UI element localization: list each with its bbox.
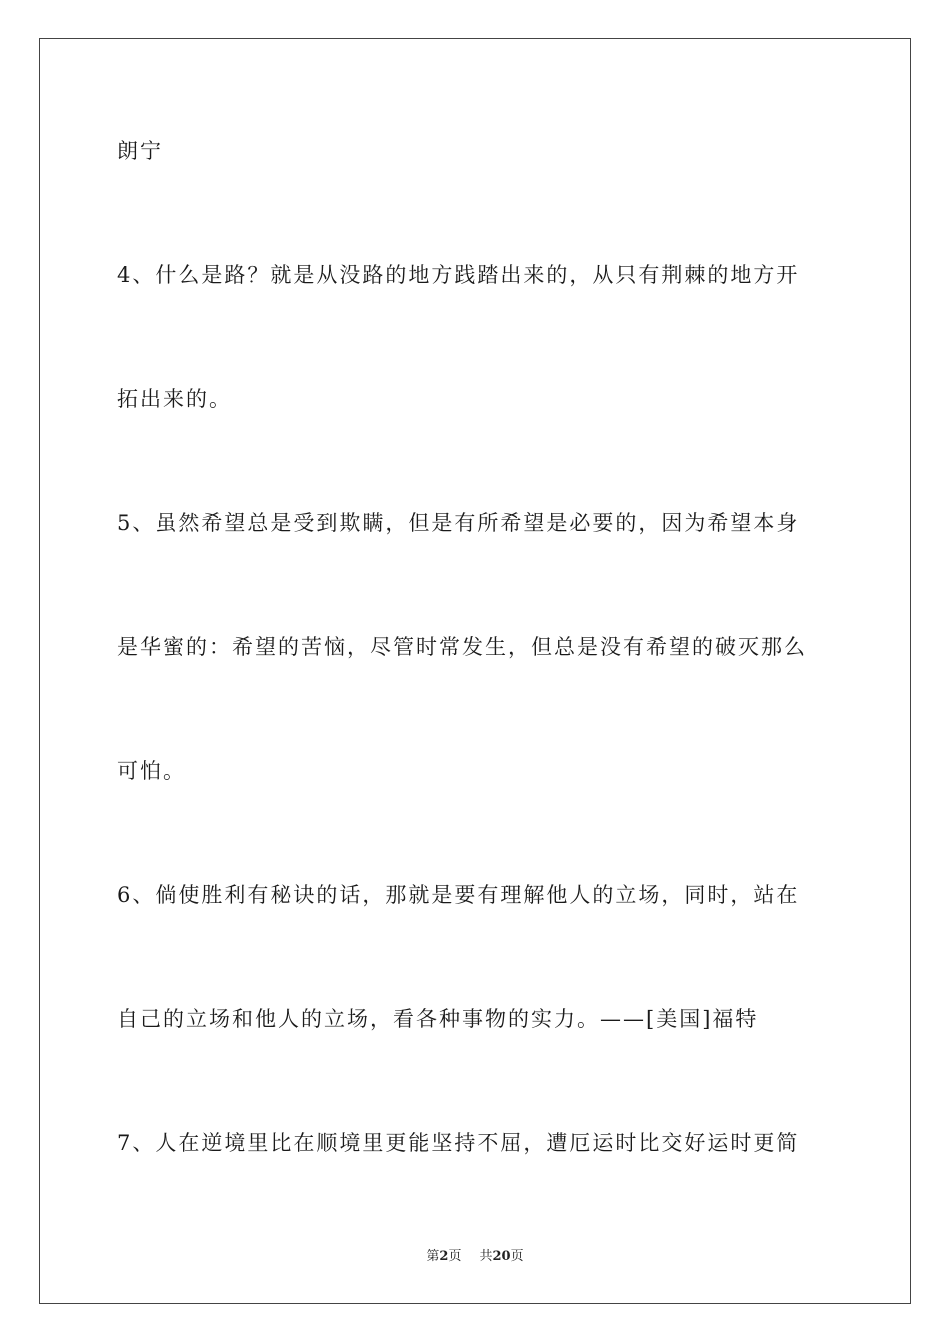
- page-number: 2: [439, 1249, 449, 1264]
- total-prefix: 共: [479, 1249, 493, 1264]
- text-line: 7、人在逆境里比在顺境里更能坚持不屈，遭厄运时比交好运时更简: [117, 1131, 800, 1155]
- text-line: 4、什么是路？就是从没路的地方践踏出来的，从只有荆棘的地方开: [117, 263, 800, 287]
- text-line: 5、虽然希望总是受到欺瞒，但是有所希望是必要的，因为希望本身: [117, 511, 800, 535]
- text-line: 拓出来的。: [117, 387, 232, 411]
- text-line: 自己的立场和他人的立场，看各种事物的实力。——[美国]福特: [117, 1007, 759, 1031]
- text-line: 是华蜜的：希望的苦恼，尽管时常发生，但总是没有希望的破灭那么: [117, 635, 807, 659]
- page-border: [39, 38, 911, 1304]
- page-prefix: 第: [426, 1249, 440, 1264]
- text-line: 6、倘使胜利有秘诀的话，那就是要有理解他人的立场，同时，站在: [117, 883, 800, 907]
- text-line: 可怕。: [117, 759, 186, 783]
- page-suffix: 页: [448, 1249, 462, 1264]
- page-footer: [0, 1247, 950, 1267]
- total-suffix: 页: [510, 1249, 524, 1264]
- total-pages: 20: [492, 1249, 511, 1264]
- text-line: 朗宁: [117, 139, 163, 163]
